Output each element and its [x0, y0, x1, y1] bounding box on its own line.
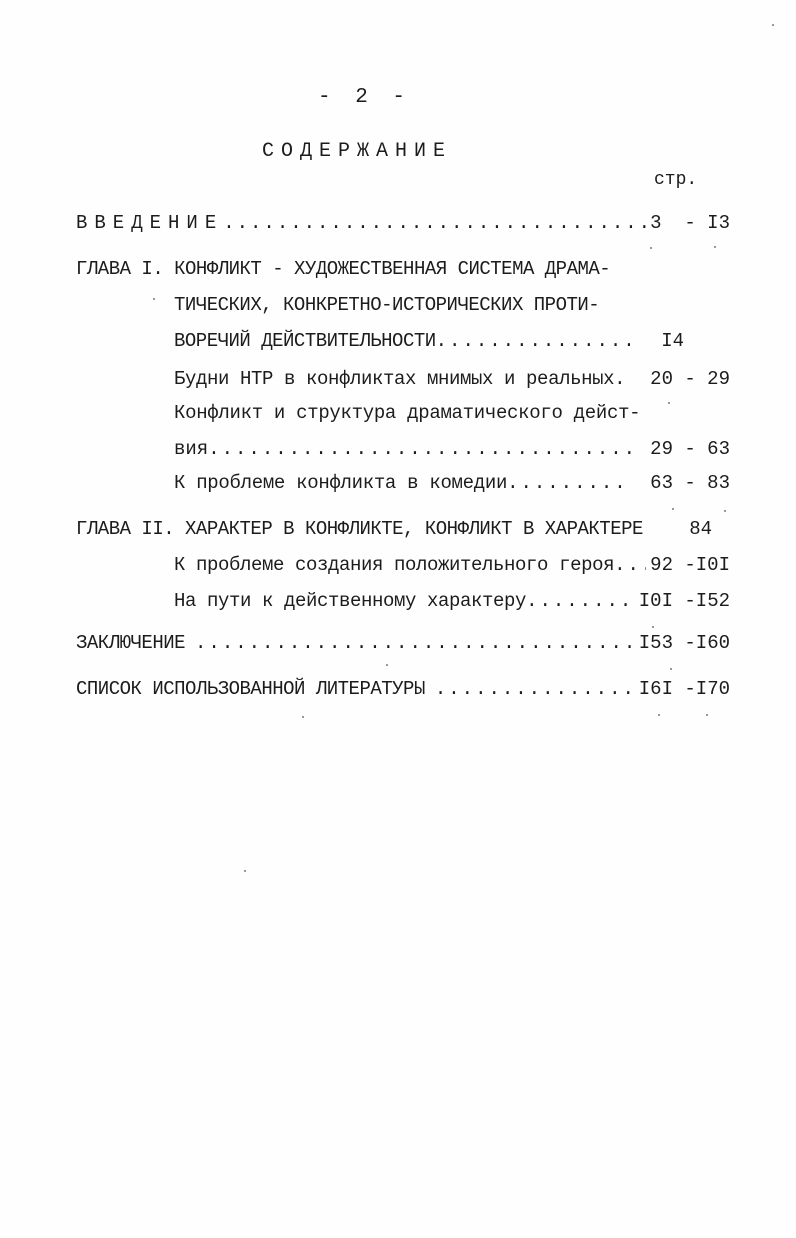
toc-entry-ch2-s1	[174, 554, 730, 576]
toc-entry-pages: 3 - I3	[650, 212, 730, 234]
toc-entry-pages: I0I -I52	[638, 590, 730, 612]
toc-entry-pages: 84	[689, 518, 712, 540]
toc-entry-pages: I4	[661, 330, 684, 352]
scan-speck	[714, 246, 716, 248]
toc-entry-label: вия	[174, 438, 209, 460]
toc-entry-chapter-1	[174, 330, 684, 352]
dot-leader	[425, 678, 635, 700]
toc-entry-pages: I6I -I70	[638, 678, 730, 700]
page-column-label: стр.	[654, 170, 698, 190]
toc-entry-pages: I53 -I60	[638, 632, 730, 654]
toc-entry-label: ЗАКЛЮЧЕНИЕ	[76, 632, 186, 654]
dot-leader	[614, 554, 646, 576]
toc-entry-pages: 29 - 63	[650, 438, 730, 460]
toc-entry-label: К проблеме создания положительного героя	[174, 554, 615, 576]
toc-entry-ch1-s3	[174, 472, 730, 494]
toc-title: СОДЕРЖАНИЕ	[262, 140, 453, 163]
toc-entry-pages: 20 - 29	[650, 368, 730, 390]
toc-chapter-1-line-1: ГЛАВА I. КОНФЛИКТ - ХУДОЖЕСТВЕННАЯ СИСТЕМА ДРАМА-	[76, 258, 611, 280]
page-number: - 2 -	[318, 86, 412, 109]
toc-entry-label: ВОРЕЧИЙ ДЕЙСТВИТЕЛЬНОСТИ	[174, 330, 436, 352]
scan-speck	[650, 247, 652, 249]
dot-leader	[436, 330, 634, 352]
toc-entry-label: ГЛАВА II. ХАРАКТЕР В КОНФЛИКТЕ, КОНФЛИКТ В ХАРАКТЕРЕ	[76, 518, 643, 540]
toc-entry-label: СПИСОК ИСПОЛЬЗОВАННОЙ ЛИТЕРАТУРЫ	[76, 678, 425, 700]
toc-entry-ch1-s1	[174, 368, 730, 390]
toc-entry-label: К проблеме конфликта в комедии	[174, 472, 508, 494]
dot-leader	[208, 438, 632, 460]
toc-ch1-s2-line-1: Конфликт и структура драматического дейст-	[174, 402, 641, 424]
scan-speck	[658, 714, 660, 716]
scan-speck	[668, 402, 670, 404]
toc-entry-chapter-2	[76, 518, 712, 540]
toc-entry-pages: 92 -I0I	[650, 554, 730, 576]
scan-speck	[772, 24, 774, 26]
scan-speck	[386, 664, 388, 666]
scan-speck	[670, 668, 672, 670]
dot-leader	[526, 590, 635, 612]
scan-speck	[302, 716, 304, 718]
toc-entry-ch2-s2	[174, 590, 730, 612]
toc-entry-label: На пути к действенному характеру	[174, 590, 527, 612]
toc-chapter-1-line-2: ТИЧЕСКИХ, КОНКРЕТНО-ИСТОРИЧЕСКИХ ПРОТИ-	[174, 294, 600, 316]
toc-entry-ch1-s2	[174, 438, 730, 460]
scan-speck	[153, 298, 155, 300]
scan-speck	[706, 714, 708, 716]
scan-speck	[672, 508, 674, 510]
toc-entry-bibliography	[76, 678, 730, 700]
toc-entry-pages: 63 - 83	[650, 472, 730, 494]
dot-leader	[185, 632, 635, 654]
toc-entry-label: ВВЕДЕНИЕ	[76, 212, 224, 234]
dot-leader	[507, 472, 632, 494]
toc-entry-conclusion	[76, 632, 730, 654]
scan-speck	[244, 870, 246, 872]
dot-leader	[223, 212, 646, 234]
scan-speck	[652, 626, 654, 628]
toc-entry-label: Будни НТР в конфликтах мнимых и реальных.	[174, 368, 626, 390]
toc-entry-intro	[76, 212, 730, 234]
scan-speck	[724, 510, 726, 512]
